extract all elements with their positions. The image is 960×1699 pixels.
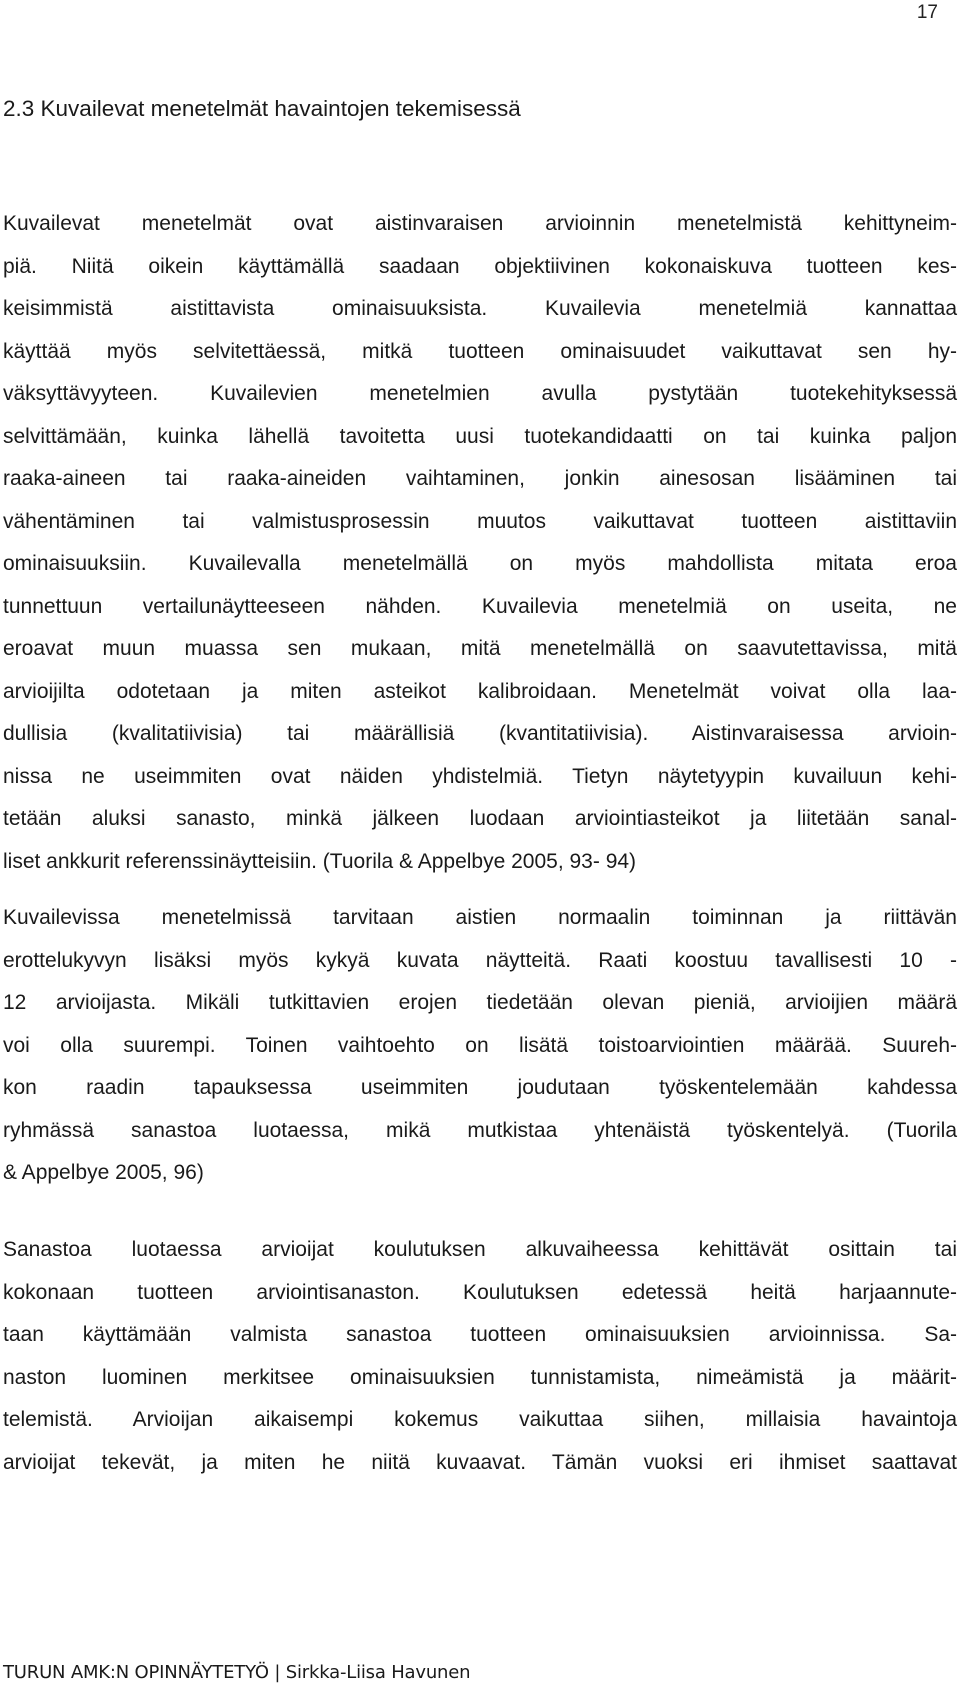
text-line: tetään aluksi sanasto, minkä jälkeen luodaan arviointiasteikot ja liitetään sanal-	[3, 807, 957, 830]
text-line: taan käyttämään valmista sanastoa tuotteen ominaisuuksien arvioinnissa. Sa-	[3, 1323, 957, 1346]
text-line: piä. Niitä oikein käyttämällä saadaan objektiivinen kokonaiskuva tuotteen kes-	[3, 254, 957, 278]
text-line: liset ankkurit referenssinäytteisiin. (Tuorila & Appelbye 2005, 93- 94)	[3, 849, 637, 873]
text-line: eroavat muun muassa sen mukaan, mitä menetelmällä on saavutettavissa, mitä	[3, 637, 957, 660]
paragraph-descriptive-methods	[3, 203, 957, 883]
paragraph-vocabulary-creation	[3, 1229, 957, 1484]
text-line: naston luominen merkitsee ominaisuuksien tunnistamista, nimeämistä ja määrit-	[3, 1365, 957, 1389]
text-line: Kuvailevat menetelmät ovat aistinvaraisen arvioinnin menetelmistä kehittyneim-	[3, 212, 957, 235]
text-line: kon raadin tapauksessa useimmiten joudutaan työskentelemään kahdessa	[3, 1076, 957, 1099]
text-line: erottelukyvyn lisäksi myös kykyä kuvata näytteitä. Raati koostuu tavallisesti 10 -	[3, 948, 957, 972]
text-line: keisimmistä aistittavista ominaisuuksista. Kuvailevia menetelmiä kannattaa	[3, 297, 957, 320]
section-heading: 2.3 Kuvailevat menetelmät havaintojen tekemisessä	[3, 96, 521, 121]
text-line: käyttää myös selvitettäessä, mitkä tuotteen ominaisuudet vaikuttavat sen hy-	[3, 339, 957, 363]
text-line: Sanastoa luotaessa arvioijat koulutuksen alkuvaiheessa kehittävät osittain tai	[3, 1238, 957, 1261]
text-line: ryhmässä sanastoa luotaessa, mikä mutkistaa yhtenäistä työskentelyä. (Tuorila	[3, 1118, 957, 1142]
text-line: telemistä. Arvioijan aikaisempi kokemus vaikuttaa siihen, millaisia havaintoja	[3, 1408, 957, 1431]
text-line: ominaisuuksiin. Kuvailevalla menetelmällä on myös mahdollista mitata eroa	[3, 552, 957, 575]
text-line: kokonaan tuotteen arviointisanaston. Koulutuksen edetessä heitä harjaannute-	[3, 1280, 957, 1304]
text-line: tunnettuun vertailunäytteeseen nähden. Kuvailevia menetelmiä on useita, ne	[3, 594, 957, 618]
text-line: vähentäminen tai valmistusprosessin muutos vaikuttavat tuotteen aistittaviin	[3, 509, 957, 533]
text-line: voi olla suurempi. Toinen vaihtoehto on lisätä toistoarviointien määrää. Suureh-	[3, 1033, 957, 1057]
text-line: & Appelbye 2005, 96)	[3, 1161, 204, 1184]
page-number: 17	[916, 2, 938, 23]
text-line: väksyttävyyteen. Kuvailevien menetelmien avulla pystytään tuotekehityksessä	[3, 382, 957, 405]
text-line: Kuvailevissa menetelmissä tarvitaan aistien normaalin toiminnan ja riittävän	[3, 906, 957, 929]
page-footer: TURUN AMK:N OPINNÄYTETYÖ | Sirkka-Liisa Havunen	[3, 1662, 471, 1683]
text-line: raaka-aineen tai raaka-aineiden vaihtaminen, jonkin ainesosan lisääminen tai	[3, 467, 957, 490]
text-line: nissa ne useimmiten ovat näiden yhdistelmiä. Tietyn näytetyypin kuvailuun kehi-	[3, 764, 957, 788]
paragraph-panel-requirements	[3, 897, 957, 1195]
text-line: arvioijilta odotetaan ja miten asteikot kalibroidaan. Menetelmät voivat olla laa-	[3, 679, 957, 703]
text-line: selvittämään, kuinka lähellä tavoitetta uusi tuotekandidaatti on tai kuinka paljon	[3, 424, 957, 448]
text-line: 12 arvioijasta. Mikäli tutkittavien erojen tiedetään olevan pieniä, arvioijien määrä	[3, 991, 957, 1014]
text-line: arvioijat tekevät, ja miten he niitä kuvaavat. Tämän vuoksi eri ihmiset saattavat	[3, 1450, 957, 1474]
text-line: dullisia (kvalitatiivisia) tai määrällisiä (kvantitatiivisia). Aistinvaraisessa arvioin-	[3, 722, 957, 745]
